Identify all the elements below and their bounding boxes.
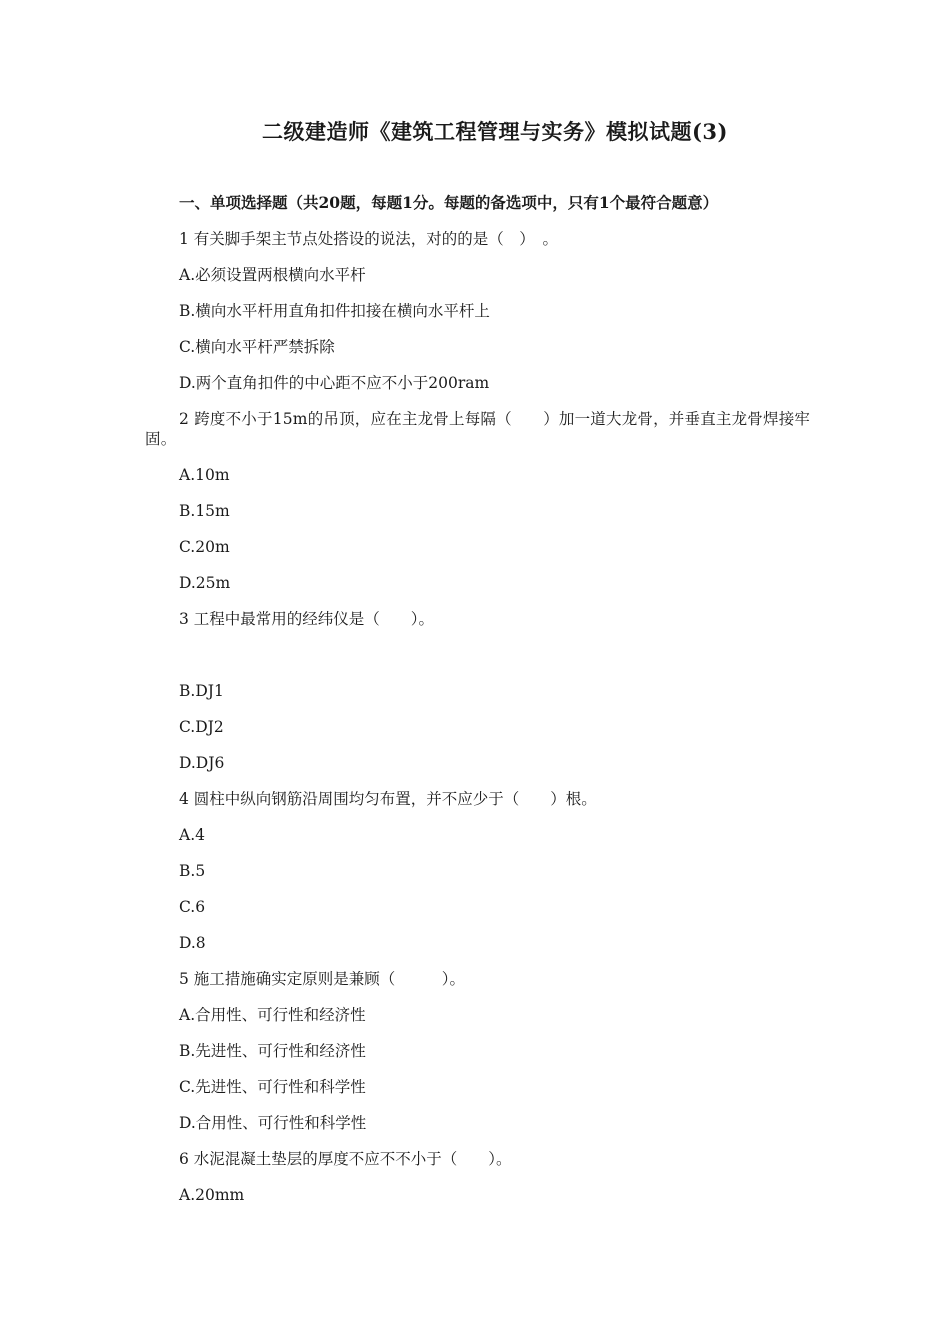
question-5-text: 5 施工措施确实定原则是兼顾（ ）。 (179, 970, 466, 988)
question-5-option-a: A.合用性、可行性和经济性 (179, 1006, 366, 1024)
question-3-option-b: B.DJ1 (179, 682, 224, 700)
question-2-option-a: A.10m (179, 466, 230, 484)
question-6-option-a: A.20mm (179, 1186, 245, 1204)
question-3-option-d: D.DJ6 (179, 754, 225, 772)
question-4-option-b: B.5 (179, 862, 206, 880)
question-4-option-d: D.8 (179, 934, 206, 952)
question-1-option-a: A.必须设置两根横向水平杆 (179, 266, 366, 284)
question-1-option-b: B.横向水平杆用直角扣件扣接在横向水平杆上 (179, 302, 490, 320)
question-4-option-a: A.4 (179, 826, 205, 844)
question-2-option-b: B.15m (179, 502, 230, 520)
section-header: 一、单项选择题（共20题，每题1分。每题的备选项中，只有1个最符合题意） (179, 193, 719, 212)
question-2-option-d: D.25m (179, 574, 231, 592)
page-title: 二级建造师《建筑工程管理与实务》模拟试题(3) (262, 119, 728, 144)
question-1-text: 1 有关脚手架主节点处搭设的说法，对的的是（ ） 。 (179, 230, 559, 248)
question-1-option-c: C.横向水平杆严禁拆除 (179, 338, 335, 356)
question-3-text: 3 工程中最常用的经纬仪是（ ）。 (179, 610, 435, 628)
question-5-option-c: C.先进性、可行性和科学性 (179, 1078, 366, 1096)
question-5-option-b: B.先进性、可行性和经济性 (179, 1042, 366, 1060)
question-4-option-c: C.6 (179, 898, 206, 916)
question-6-text: 6 水泥混凝土垫层的厚度不应不不小于（ ）。 (179, 1150, 512, 1168)
question-3-option-c: C.DJ2 (179, 718, 224, 736)
question-2-text: 2 跨度不小于15m的吊顶，应在主龙骨上每隔（ ）加一道大龙骨，并垂直主龙骨焊接牢固。 (145, 410, 811, 448)
question-1-option-d: D.两个直角扣件的中心距不应不小于200ram (179, 374, 490, 392)
question-2-option-c: C.20m (179, 538, 230, 556)
question-5-option-d: D.合用性、可行性和科学性 (179, 1114, 367, 1132)
question-4-text: 4 圆柱中纵向钢筋沿周围均匀布置，并不应少于（ ）根。 (179, 790, 597, 808)
